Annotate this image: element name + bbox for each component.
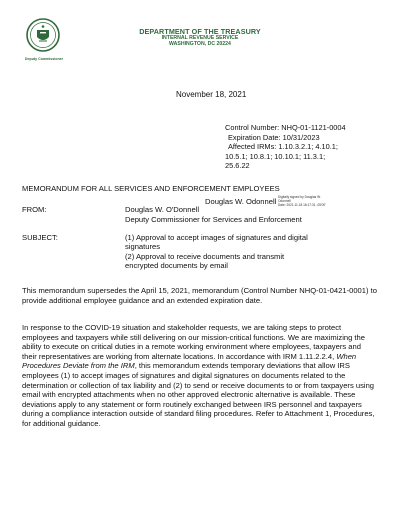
subject-line: (2) Approval to receive documents and transmit encrypted documents by email — [125, 251, 285, 271]
seal-caption: Deputy Commissioner — [24, 57, 64, 61]
subject-label: SUBJECT: — [22, 233, 58, 242]
from-name: Douglas W. O'Donnell — [125, 205, 200, 214]
subject-text — [125, 233, 315, 271]
control-line: 10.5.1; 10.8.1; 10.10.1; 11.3.1; — [225, 151, 326, 161]
memo-date: November 18, 2021 — [176, 90, 247, 99]
agency-name: INTERNAL REVENUE SERVICE — [161, 35, 239, 42]
from-title: Deputy Commissioner for Services and Enforcement — [125, 215, 302, 224]
agency-city: WASHINGTON, DC 20224 — [169, 41, 231, 48]
body-paragraph: This memorandum supersedes the April 15, 2021, memorandum (Control Number NHQ-01-0421-0001) to provide additional employee guidance and an extended expiration date. — [22, 286, 377, 305]
body-paragraph: In response to the COVID-19 situation and stakeholder requests, we are taking steps to protect employees and taxpayers while still delivering on our mission-critical functions. We are maximizing the ability to execute on critical duties in a remote working environment where employees, taxpayers and their representatives are working from alternate locations. In accordance with IRM 1.11.2.2.4, When Procedures Deviate from the IRM, this memorandum extends temporary deviations that allow IRS employees (1) to accept images of signatures and digital signatures on documents related to the determination or collection of tax liability and (2) to send or receive documents to or from taxpayers using email with encrypted attachments when no other approved electronic alternative is available. These deviations apply to any statement or form routinely exchanged between IRS personnel and taxpayers during a compliance interaction outside of standard filing procedures. Refer to Attachment 1, Procedures, for additional guidance. — [22, 323, 375, 428]
control-line: 25.6.22 — [225, 161, 250, 171]
irm-title: When Procedures Deviate from the IRM — [22, 351, 357, 371]
letterhead — [110, 28, 290, 48]
department-name: DEPARTMENT OF THE TREASURY — [139, 27, 261, 36]
digital-signature-name: Douglas W. Odonnell — [205, 197, 277, 206]
control-line: Expiration Date: 10/31/2023 — [228, 132, 320, 142]
control-block — [225, 123, 346, 171]
treasury-seal-icon — [26, 18, 60, 52]
control-line: Control Number: NHQ-01-1121-0004 — [225, 123, 346, 132]
subject-line: (1) Approval to accept images of signatures and digital signatures — [125, 233, 308, 252]
digital-signature-meta: Digitally signed by Douglas W. Odonnell Date: 2021.11.18 16:17:31 -05'00' — [278, 195, 326, 207]
memo-title: MEMORANDUM FOR ALL SERVICES AND ENFORCEMENT EMPLOYEES — [22, 184, 280, 193]
from-label: FROM: — [22, 205, 47, 214]
control-line: Affected IRMs: 1.10.3.2.1; 4.10.1; — [228, 142, 338, 152]
